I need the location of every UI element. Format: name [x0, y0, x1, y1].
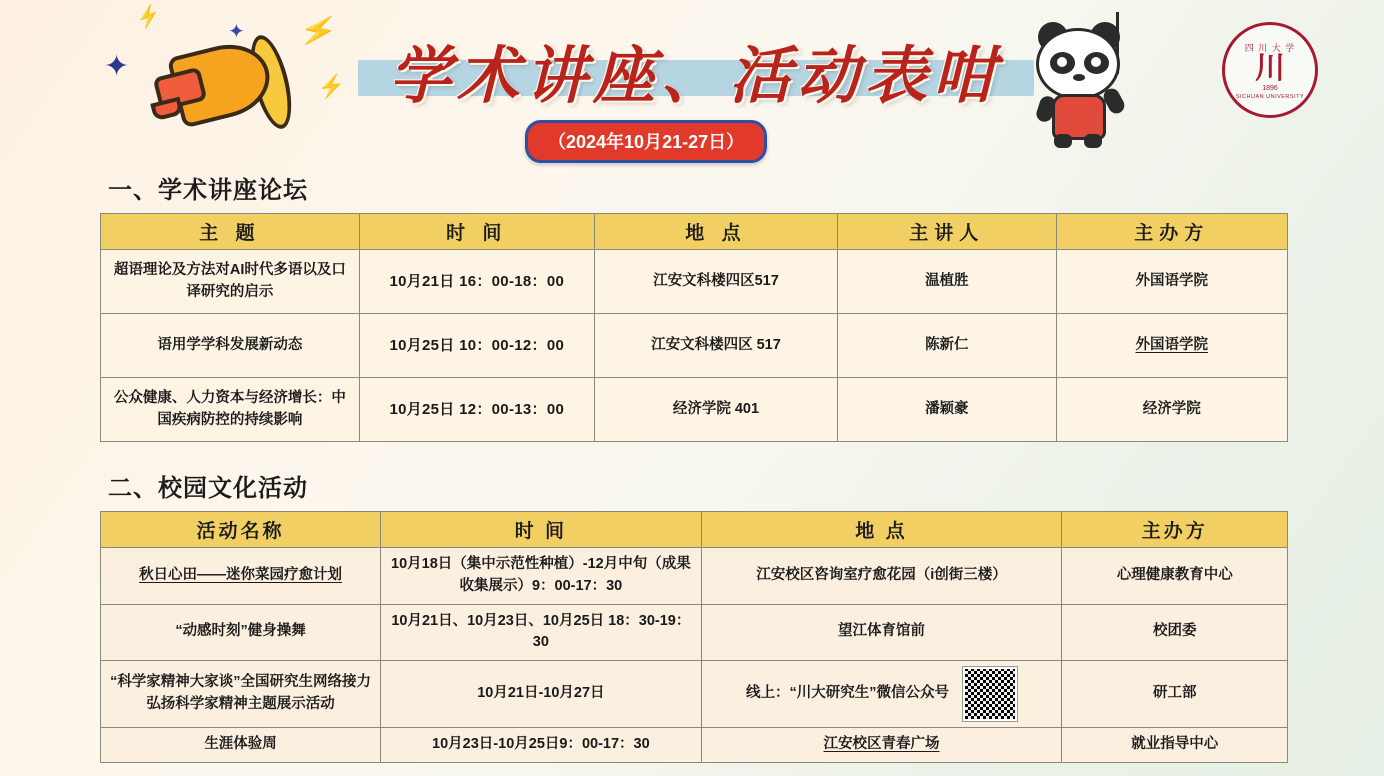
cell-time: 10月21日-10月27日 [381, 661, 701, 728]
column-header-topic: 主 题 [101, 214, 360, 250]
column-header-speaker: 主讲人 [838, 214, 1056, 250]
table-row [101, 314, 1288, 378]
cell-host: 外国语学院 [1056, 250, 1287, 314]
cell-place: 望江体育馆前 [701, 604, 1062, 661]
cell-host: 校团委 [1062, 604, 1288, 661]
sichuan-university-logo [1222, 22, 1318, 118]
column-header-place: 地 点 [701, 512, 1062, 548]
wechat-qr-code[interactable] [963, 667, 1017, 721]
cell-host: 外国语学院 [1056, 314, 1287, 378]
lightning-bolt-icon: ⚡ [133, 2, 164, 32]
table-row [101, 728, 1288, 763]
cell-place-with-qr [701, 661, 1062, 728]
cell-host: 研工部 [1062, 661, 1288, 728]
page-title: 学术讲座、活动表咁 [388, 43, 1001, 111]
activity-table [100, 511, 1288, 763]
cell-place: 江安文科楼四区 517 [594, 314, 837, 378]
section1-table-wrapper [100, 213, 1288, 442]
cell-topic: 公众健康、人力资本与经济增长：中国疾病防控的持续影响 [101, 378, 360, 442]
panda-mascot-icon [1022, 8, 1148, 144]
lightning-bolt-icon: ⚡ [296, 11, 341, 52]
table-row [101, 661, 1288, 728]
cell-host: 心理健康教育中心 [1062, 548, 1288, 605]
cell-place: 江安校区青春广场 [701, 728, 1062, 763]
column-header-time: 时 间 [381, 512, 701, 548]
poster-title-group [350, 26, 1040, 115]
table-row [101, 378, 1288, 442]
date-range-badge: （2024年10月21-27日） [525, 120, 767, 163]
column-header-host: 主办方 [1056, 214, 1287, 250]
lecture-table [100, 213, 1288, 442]
logo-year: 1896 [1262, 84, 1278, 92]
logo-mid-text: 川 [1255, 51, 1285, 85]
section2-table-wrapper [100, 511, 1288, 763]
cell-place: 经济学院 401 [594, 378, 837, 442]
cell-time: 10月25日 12：00-13：00 [359, 378, 594, 442]
cell-place: 江安校区咨询室疗愈花园（i创街三楼） [701, 548, 1062, 605]
cell-activity-name: “科学家精神大家谈”全国研究生网络接力弘扬科学家精神主题展示活动 [101, 661, 381, 728]
logo-top-text: 四 川 大 学 [1244, 42, 1296, 53]
cell-host: 就业指导中心 [1062, 728, 1288, 763]
section2-heading: 二、校园文化活动 [108, 475, 308, 502]
column-header-place: 地 点 [594, 214, 837, 250]
lightning-bolt-icon: ⚡ [316, 72, 347, 101]
cell-topic: 语用学学科发展新动态 [101, 314, 360, 378]
table-row [101, 548, 1288, 605]
cell-activity-name: “动感时刻”健身操舞 [101, 604, 381, 661]
megaphone-icon [150, 28, 350, 138]
table-row [101, 250, 1288, 314]
cell-speaker: 温植胜 [838, 250, 1056, 314]
table-header-row [101, 214, 1288, 250]
cell-time: 10月25日 10：00-12：00 [359, 314, 594, 378]
cell-activity-name: 生涯体验周 [101, 728, 381, 763]
cell-activity-name: 秋日心田——迷你菜园疗愈计划 [101, 548, 381, 605]
cell-place: 江安文科楼四区517 [594, 250, 837, 314]
cell-speaker: 潘颖豪 [838, 378, 1056, 442]
cell-speaker: 陈新仁 [838, 314, 1056, 378]
table-row [101, 604, 1288, 661]
table-header-row [101, 512, 1288, 548]
cell-place-text: 线上：“川大研究生”微信公众号 [746, 685, 950, 702]
cell-time: 10月18日（集中示范性种植）-12月中旬（成果收集展示）9：00-17：30 [381, 548, 701, 605]
sparkle-icon: ✦ [228, 21, 245, 43]
cell-host: 经济学院 [1056, 378, 1287, 442]
cell-topic: 超语理论及方法对AI时代多语以及口译研究的启示 [101, 250, 360, 314]
poster-header [0, 0, 1384, 168]
cell-time: 10月21日、10月23日、10月25日 18：30-19：30 [381, 604, 701, 661]
section1-heading: 一、学术讲座论坛 [108, 177, 308, 204]
column-header-host: 主办方 [1062, 512, 1288, 548]
sparkle-icon: ✦ [104, 50, 130, 83]
column-header-activity-name: 活动名称 [101, 512, 381, 548]
cell-time: 10月21日 16：00-18：00 [359, 250, 594, 314]
cell-time: 10月23日-10月25日9：00-17：30 [381, 728, 701, 763]
column-header-time: 时 间 [359, 214, 594, 250]
logo-bottom-text: SICHUAN UNIVERSITY [1235, 93, 1305, 100]
